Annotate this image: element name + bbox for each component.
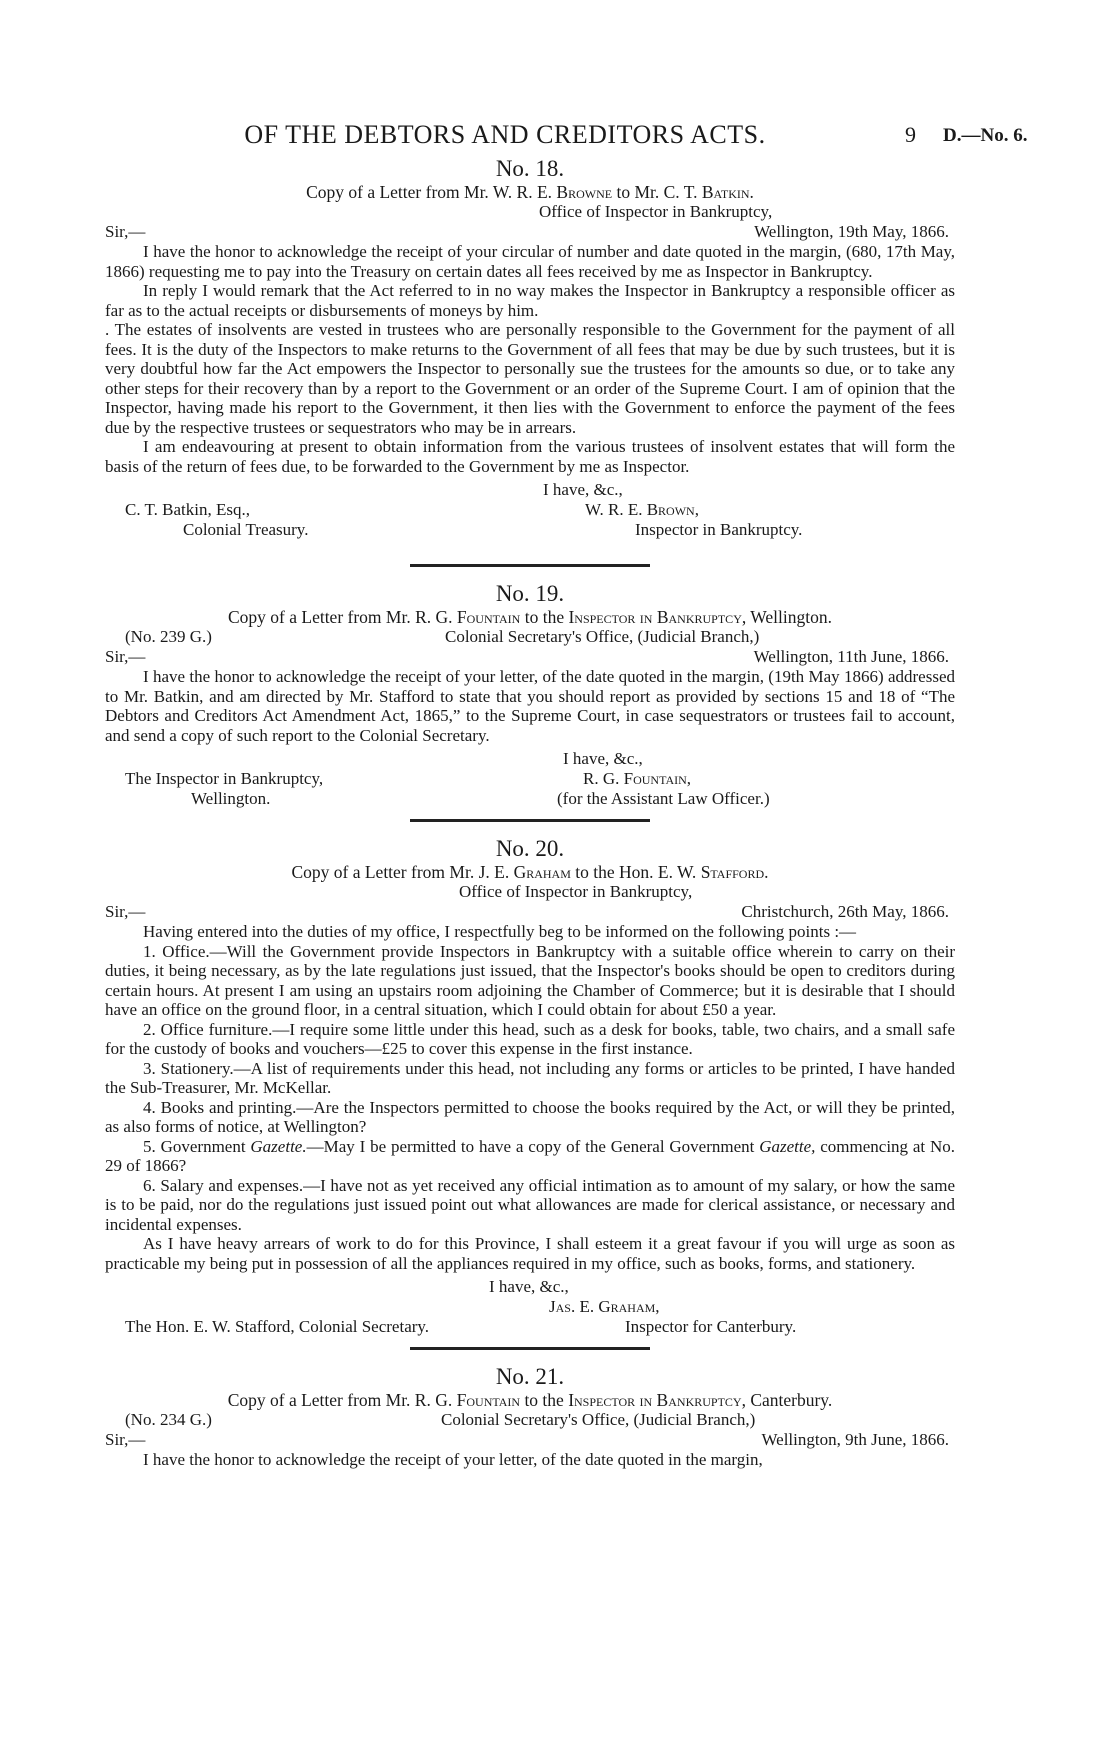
paragraph: Having entered into the duties of my office, I respectfully beg to be informed on the following points :—: [143, 922, 857, 941]
page-number: 9: [905, 122, 916, 147]
paragraph: I am endeavouring at present to obtain information from the various trustees of insolvent estates that will form the basis of the return of fees due, to be forwarded to the Government by me as Inspector.: [105, 437, 955, 476]
office-line: Colonial Secretary's Office, (Judicial Branch,): [441, 1410, 756, 1429]
letter-caption: [105, 607, 955, 627]
closing: I have, &c.,: [543, 480, 623, 499]
letter-heading-row: [105, 1410, 955, 1430]
sender-name: Jas. E. Graham,: [549, 1297, 660, 1316]
paragraph: 4. Books and printing.—Are the Inspectors permitted to choose the books required by the Act, or will they be printed, as also forms of notice, at Wellington?: [105, 1097, 955, 1136]
salutation: Sir,—: [105, 902, 146, 921]
caption-text: Canterbury.: [750, 1390, 833, 1410]
office-line: Colonial Secretary's Office, (Judicial Branch,): [445, 627, 760, 646]
paragraph: [105, 1137, 955, 1176]
caption-text: to the Hon. E. W.: [575, 862, 697, 882]
letter-heading-row: [105, 1430, 955, 1450]
letter-20: [105, 836, 955, 1341]
paragraph: As I have heavy arrears of work to do for this Province, I shall esteem it a great favour if you will urge as soon as practicable my being put in possession of all the appliances required in my office, such as books, forms, and stationery.: [105, 1234, 955, 1273]
caption-name: Graham: [513, 862, 571, 882]
caption-name: Browne: [556, 182, 613, 202]
document-reference: D.—No. 6.: [943, 125, 1028, 146]
paragraph: I have the honor to acknowledge the receipt of your circular of number and date quoted in the margin, (680, 17th May, 1866) requesting me to pay into the Treasury on certain dates all fees received by me as Inspector in Bankruptcy.: [105, 242, 955, 281]
caption-name: Inspector in Bankruptcy,: [568, 1390, 746, 1410]
letter-heading-row: [105, 882, 955, 902]
letter-caption: [105, 1390, 955, 1410]
signature-block: [105, 480, 955, 544]
paragraph: 6. Salary and expenses.—I have not as yet received any official intimation as to amount of my salary, or how the same is to be paid, nor do the regulations just issued point out what allowances are made for clerical assistance, or necessary and incidental expenses.: [105, 1175, 955, 1234]
reference-number: (No. 234 G.): [125, 1410, 212, 1429]
caption-name: Fountain: [456, 1390, 521, 1410]
salutation: Sir,—: [105, 1430, 146, 1449]
paragraph-italic: Gazette,: [759, 1136, 816, 1156]
letter-heading-row: [105, 647, 955, 667]
salutation: Sir,—: [105, 647, 146, 666]
letter-caption: [105, 182, 955, 202]
paragraph: 2. Office furniture.—I require some little under this head, such as a desk for books, table, two chairs, and a small safe for the custody of books and vouchers—£25 to cover this expense in the first instance.: [105, 1019, 955, 1058]
closing: I have, &c.,: [563, 749, 643, 768]
recipient-title: Colonial Treasury.: [183, 520, 309, 539]
place-date: Wellington, 11th June, 1866.: [753, 647, 949, 666]
letter-heading-row: [105, 627, 955, 647]
caption-name: Batkin.: [701, 182, 754, 202]
letter-21: [105, 1364, 955, 1470]
caption-name: Fountain: [456, 607, 521, 627]
recipient: The Hon. E. W. Stafford, Colonial Secretary.: [125, 1317, 430, 1336]
caption-text: to Mr. C. T.: [616, 182, 698, 202]
office-line: Office of Inspector in Bankruptcy,: [539, 202, 773, 221]
caption-text: Copy of a Letter from Mr. R. G.: [227, 1390, 453, 1410]
section-divider: [410, 1347, 650, 1350]
sender-title: Inspector in Bankruptcy.: [635, 520, 803, 539]
section-title: No. 18.: [495, 156, 565, 181]
recipient-name: The Inspector in Bankruptcy,: [125, 769, 324, 788]
paragraph: I have the honor to acknowledge the receipt of your letter, of the date quoted in the margin, (19th May 1866) addressed to Mr. Batkin, and am directed by Mr. Stafford to state that you should report as provided by sections 15 and 18 of “The Debtors and Creditors Act Amendment Act, 1865,” to the Supreme Court, in case sequestrators or trustees fail to account, and send a copy of such report to the Colonial Secretary.: [105, 667, 955, 745]
running-header: [105, 110, 1028, 150]
running-title: OF THE DEBTORS AND CREDITORS ACTS.: [244, 120, 766, 149]
letter-18: [105, 156, 955, 544]
signature-block: [105, 749, 955, 813]
paragraph-text: 5. Government: [143, 1136, 246, 1156]
caption-text: Copy of a Letter from Mr. R. G.: [227, 607, 453, 627]
letter-heading-row: [105, 202, 955, 222]
paragraph-italic: Gazette.: [250, 1136, 307, 1156]
caption-text: Copy of a Letter from Mr. J. E.: [291, 862, 510, 882]
paragraph: In reply I would remark that the Act referred to in no way makes the Inspector in Bankruptcy a responsible officer as far as to the actual receipts or disbursements of moneys by him.: [105, 281, 955, 320]
sender-name: R. G. Fountain,: [583, 769, 692, 788]
letter-heading-row: [105, 902, 955, 922]
paragraph: . The estates of insolvents are vested in trustees who are personally responsible to the Government for the payment of all fees. It is the duty of the Inspectors to make returns to the Government of all fees that may be due by such trustees, but it is very doubtful how far the Act empowers the Inspector to personally sue the trustees for the amounts so due, or to take any other steps for their recovery than by a report to the Government or an order of the Supreme Court. I am of opinion that the Inspector, having made his report to the Government, it then lies with the Government to enforce the payment of the fees due by the respective trustees or sequestrators who may be in arrears.: [105, 320, 955, 437]
section-title: No. 19.: [495, 581, 565, 606]
letter-19: [105, 581, 955, 813]
sender-name: W. R. E. Brown,: [585, 500, 699, 519]
closing: I have, &c.,: [489, 1277, 569, 1296]
letter-caption: [105, 862, 955, 882]
reference-number: (No. 239 G.): [125, 627, 212, 646]
recipient-title: Wellington.: [191, 789, 271, 808]
page: [105, 110, 1028, 1470]
sender-title: Inspector for Canterbury.: [625, 1317, 797, 1336]
sender-title: (for the Assistant Law Officer.): [557, 789, 770, 808]
letter-heading-row: [105, 222, 955, 242]
section-title: No. 21.: [495, 1364, 565, 1389]
section-title: No. 20.: [495, 836, 565, 861]
place-date: Wellington, 19th May, 1866.: [754, 222, 949, 241]
paragraph: 1. Office.—Will the Government provide Inspectors in Bankruptcy with a suitable office wherein to carry on their duties, it being necessary, as by the late regulations just issued, that the Inspector's books should be open to creditors during certain hours. At present I am using an upstairs room adjoining the Chamber of Commerce; but it is desirable that I should have an office on the ground floor, in a central situation, which I could obtain for about £50 a year.: [105, 941, 955, 1019]
section-divider: [410, 819, 650, 822]
office-line: Office of Inspector in Bankruptcy,: [459, 882, 693, 901]
section-divider: [410, 564, 650, 567]
caption-name: Stafford.: [700, 862, 769, 882]
paragraph: 3. Stationery.—A list of requirements under this head, not including any forms or articles to be printed, I have handed the Sub-Treasurer, Mr. McKellar.: [105, 1058, 955, 1097]
caption-name: Inspector in Bankruptcy,: [568, 607, 747, 627]
place-date: Wellington, 9th June, 1866.: [761, 1430, 949, 1449]
caption-text: to the: [524, 1390, 564, 1410]
caption-text: to the: [524, 607, 565, 627]
recipient-name: C. T. Batkin, Esq.,: [125, 500, 250, 519]
salutation: Sir,—: [105, 222, 146, 241]
paragraph: I have the honor to acknowledge the receipt of your letter, of the date quoted in the margin,: [143, 1450, 763, 1469]
signature-block: [105, 1277, 955, 1341]
paragraph-text: commencing at No. 29 of 1866?: [105, 1136, 956, 1175]
place-date: Christchurch, 26th May, 1866.: [741, 902, 949, 921]
paragraph-text: —May I be permitted to have a copy of the General Government: [306, 1136, 755, 1156]
caption-text: Copy of a Letter from Mr. W. R. E.: [306, 182, 553, 202]
caption-text: Wellington.: [750, 607, 833, 627]
